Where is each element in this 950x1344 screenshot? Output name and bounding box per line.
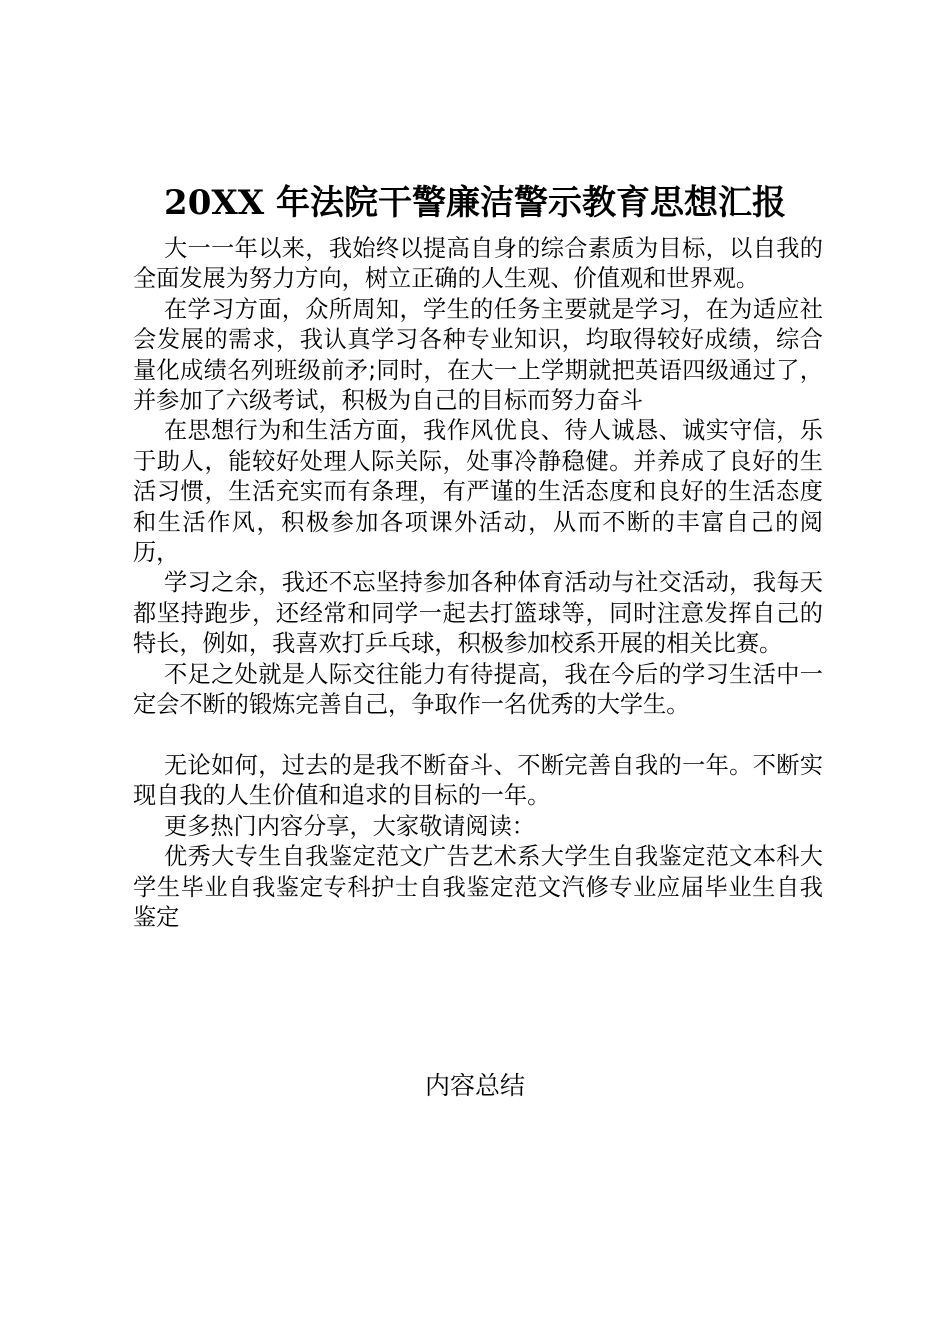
document-title: 20XX 年法院干警廉洁警示教育思想汇报 — [164, 183, 786, 223]
paragraph-study: 在学习方面，众所周知，学生的任务主要就是学习，在为适应社会发展的需求，我认真学习各种专业知识，均取得较好成绩，综合量化成绩名列班级前矛;同时，在大一上学期就把英语四级通过了，并参加了六级考试，积极为自己的目标而努力奋斗 — [133, 295, 823, 415]
paragraph-intro: 大一一年以来，我始终以提高自身的综合素质为目标，以自我的全面发展为努力方向，树立正确的人生观、价值观和世界观。 — [133, 235, 823, 293]
paragraph-spacer — [133, 721, 823, 751]
paragraph-activities: 学习之余，我还不忘坚持参加各种体育活动与社交活动，我每天都坚持跑步，还经常和同学一起去打篮球等，同时注意发挥自己的特长，例如，我喜欢打乒乓球，积极参加校系开展的相关比赛。 — [133, 569, 823, 658]
paragraph-shortcomings: 不足之处就是人际交往能力有待提高，我在今后的学习生活中一定会不断的锻炼完善自己，争取作一名优秀的大学生。 — [133, 660, 823, 719]
summary-heading: 内容总结 — [424, 1071, 525, 1100]
paragraph-related-links: 优秀大专生自我鉴定范文广告艺术系大学生自我鉴定范文本科大学生毕业自我鉴定专科护士自我鉴定范文汽修专业应届毕业生自我鉴定 — [133, 843, 823, 931]
document-body — [133, 234, 823, 933]
paragraph-conduct: 在思想行为和生活方面，我作风优良、待人诚恳、诚实守信，乐于助人，能较好处理人际关际，处事冷静稳健。并养成了良好的生活习惯，生活充实而有条理，有严谨的生活态度和良好的生活态度和生活作风，积极参加各项课外活动，从而不断的丰富自己的阅历， — [133, 417, 823, 567]
paragraph-more-content: 更多热门内容分享，大家敬请阅读： — [164, 812, 535, 840]
paragraph-conclusion: 无论如何，过去的是我不断奋斗、不断完善自我的一年。不断实现自我的人生价值和追求的目标的一年。 — [133, 751, 823, 810]
